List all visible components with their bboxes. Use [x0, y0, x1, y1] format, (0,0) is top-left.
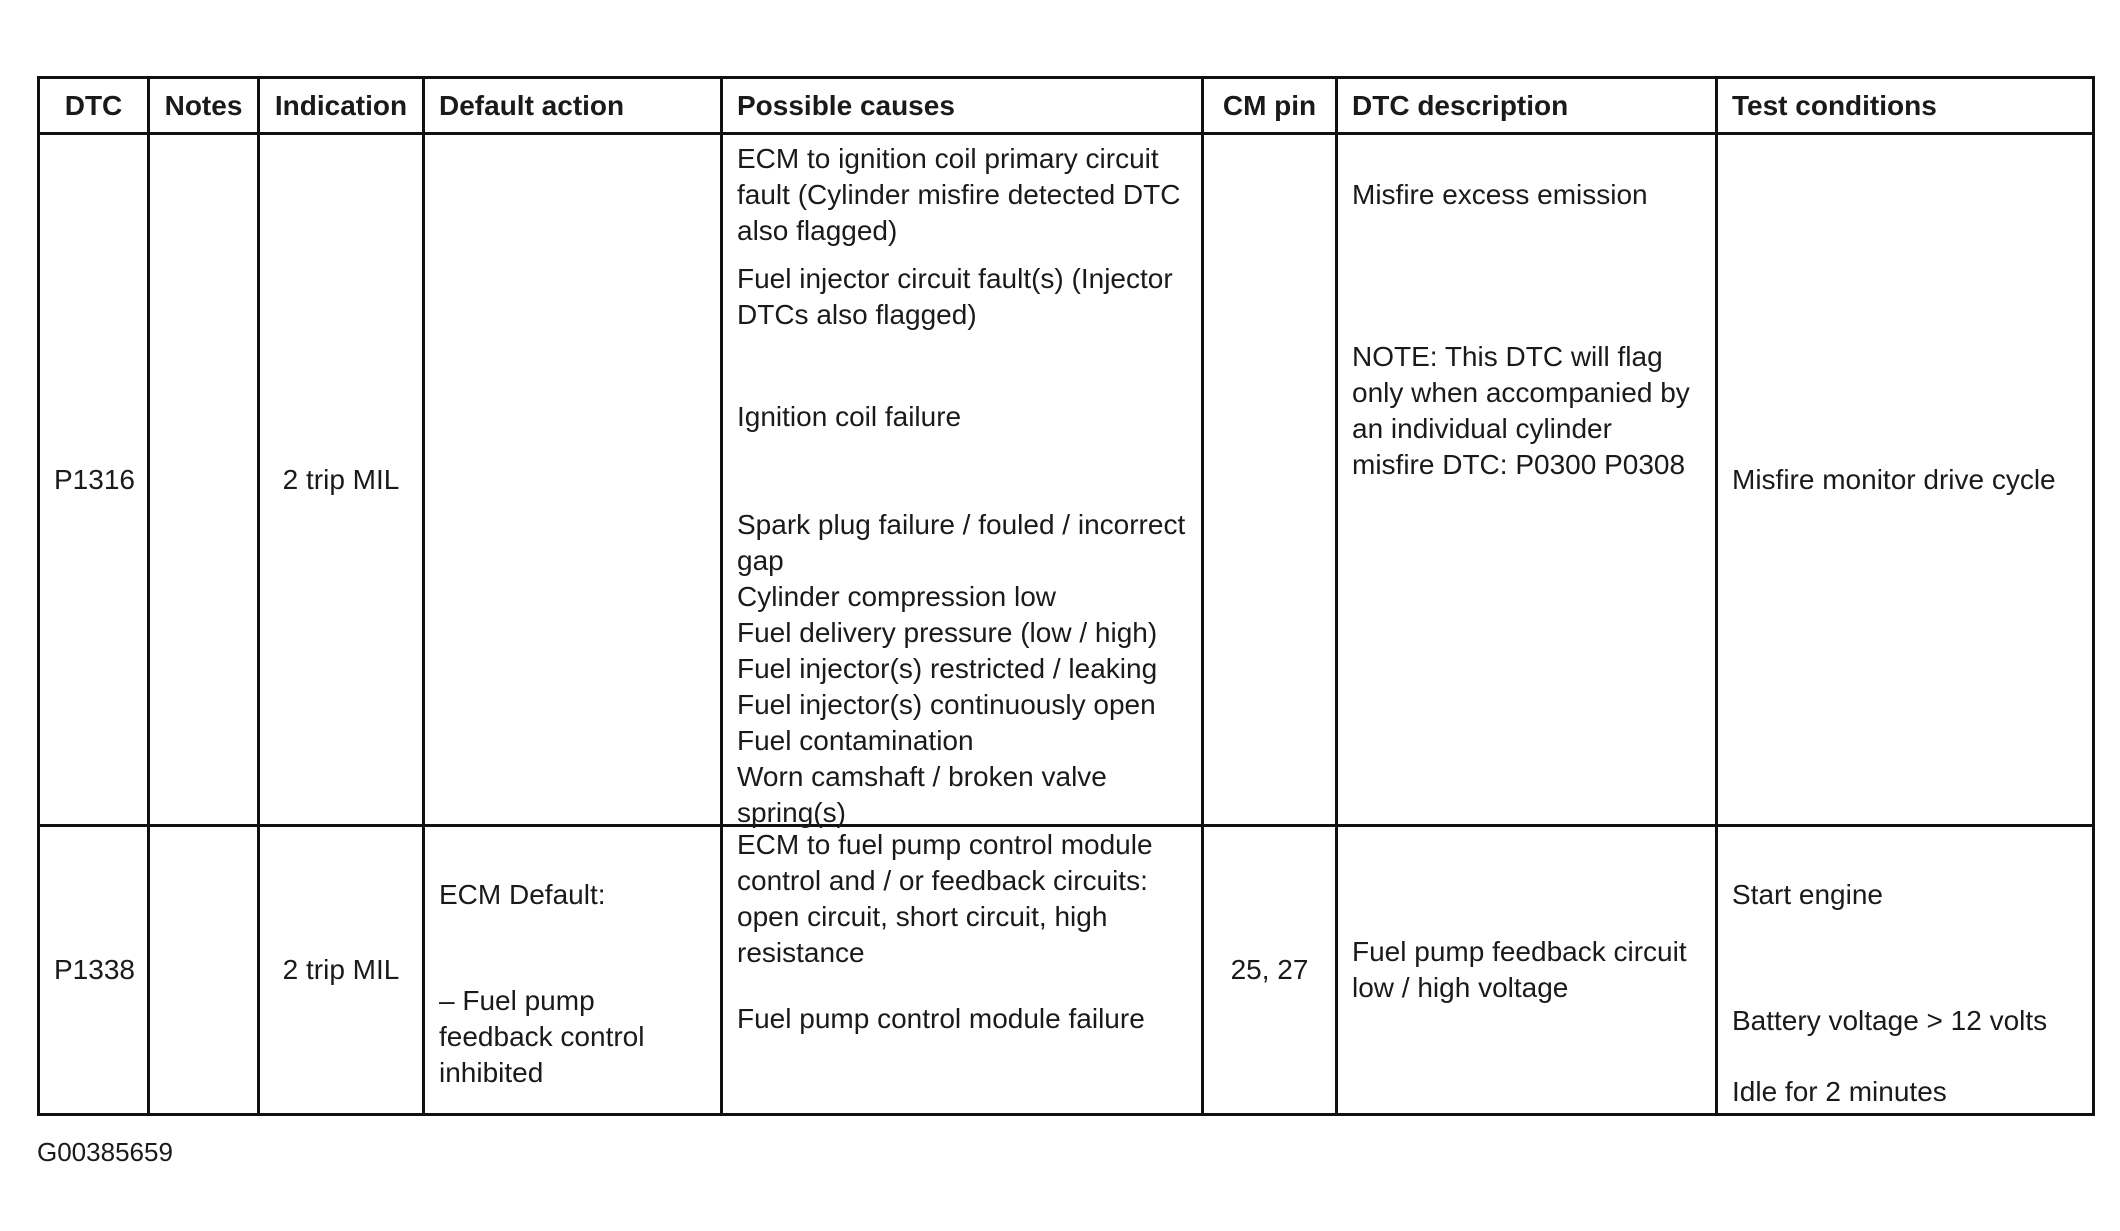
test-condition-item: Start engine	[1732, 879, 1883, 910]
default-action-item: – Fuel pump feedback control inhibited	[439, 985, 645, 1088]
cause-item: Fuel injector circuit fault(s) (Injector DTCs also flagged)	[737, 263, 1173, 330]
cause-item: ECM to fuel pump control module control and / or feedback circuits: open circuit, short circuit, high resistance	[737, 829, 1153, 968]
cause-item: Worn camshaft / broken valve spring(s)	[737, 761, 1107, 828]
cause-item: Fuel pump control module failure	[737, 1003, 1145, 1034]
header-possible-causes: Possible causes	[722, 78, 1203, 134]
cell-notes	[149, 134, 259, 826]
cell-dtc: P1316	[39, 134, 149, 826]
cell-dtc-description	[1337, 134, 1717, 826]
header-dtc-description: DTC description	[1337, 78, 1717, 134]
default-action-title: ECM Default:	[439, 879, 606, 910]
cell-cm-pin	[1203, 134, 1337, 826]
test-condition-item: Idle for 2 minutes	[1732, 1076, 1947, 1107]
cell-default-action	[424, 826, 722, 1115]
cell-notes	[149, 826, 259, 1115]
cause-item: Spark plug failure / fouled / incorrect gap	[737, 509, 1186, 576]
cause-item: Ignition coil failure	[737, 401, 962, 432]
table-header-row	[39, 78, 2094, 134]
table-row	[39, 134, 2094, 826]
figure-id: G00385659	[37, 1137, 173, 1167]
cause-item: Fuel injector(s) restricted / leaking	[737, 653, 1158, 684]
cell-test-conditions: Misfire monitor drive cycle	[1717, 134, 2094, 826]
cause-item: ECM to ignition coil primary circuit fault (Cylinder misfire detected DTC also flagged)	[737, 143, 1181, 246]
header-dtc: DTC	[39, 78, 149, 134]
test-condition-item: Battery voltage > 12 volts	[1732, 1005, 2048, 1036]
cell-dtc-description: Fuel pump feedback circuit low / high voltage	[1337, 826, 1717, 1115]
dtc-table	[37, 76, 2095, 1116]
cell-possible-causes	[722, 134, 1203, 826]
header-notes: Notes	[149, 78, 259, 134]
header-test-conditions: Test conditions	[1717, 78, 2094, 134]
header-indication: Indication	[259, 78, 424, 134]
cell-possible-causes	[722, 826, 1203, 1115]
cell-indication: 2 trip MIL	[259, 134, 424, 826]
cell-indication: 2 trip MIL	[259, 826, 424, 1115]
table-row	[39, 826, 2094, 1115]
header-cm-pin: CM pin	[1203, 78, 1337, 134]
cause-item: Fuel injector(s) continuously open	[737, 689, 1156, 720]
cause-item: Fuel delivery pressure (low / high)	[737, 617, 1158, 648]
description-text: Misfire excess emission	[1352, 179, 1648, 210]
description-note: NOTE: This DTC will flag only when accompanied by an individual cylinder misfire DTC: P0300 P0308	[1352, 341, 1690, 480]
cell-default-action	[424, 134, 722, 826]
cell-cm-pin: 25, 27	[1203, 826, 1337, 1115]
cell-test-conditions	[1717, 826, 2094, 1115]
header-default-action: Default action	[424, 78, 722, 134]
cause-item: Cylinder compression low	[737, 581, 1057, 612]
cause-item: Fuel contamination	[737, 725, 974, 756]
cell-dtc: P1338	[39, 826, 149, 1115]
